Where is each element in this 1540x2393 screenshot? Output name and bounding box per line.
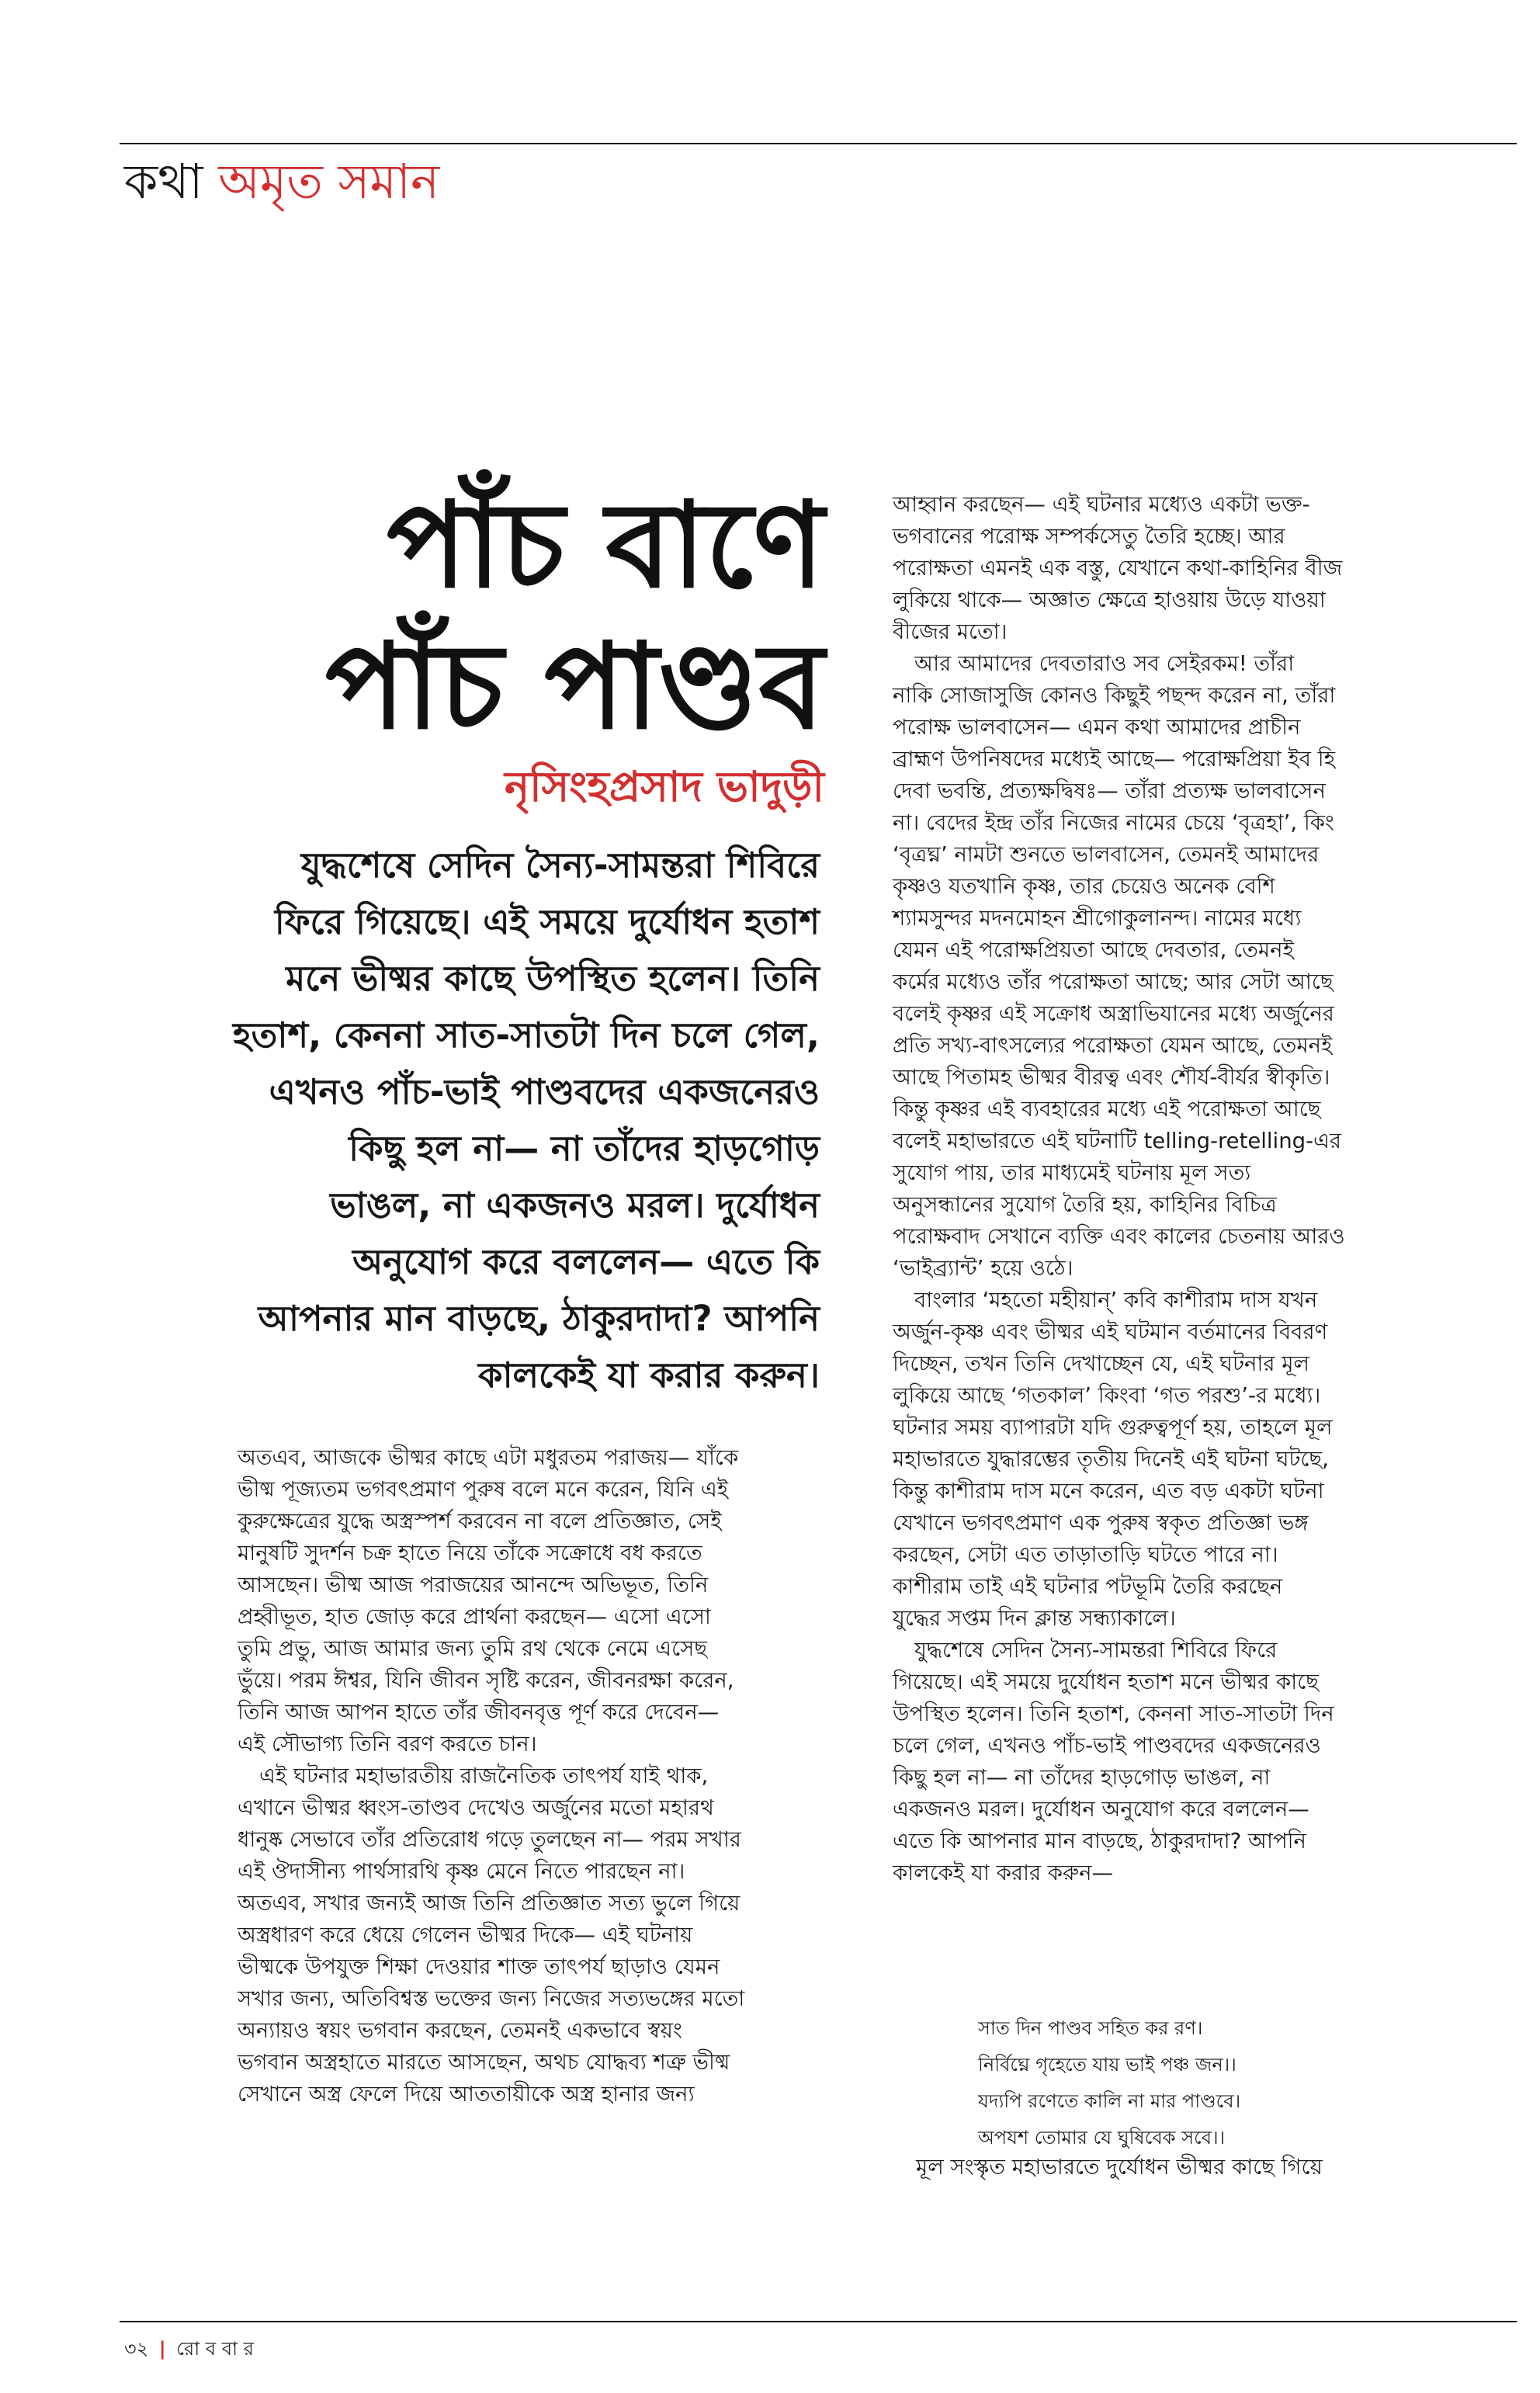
body-line: বলেই কৃষ্ণর এই সক্রোধ অস্ত্রাভিযানের মধ্যে অর্জুনের bbox=[893, 1001, 1334, 1026]
body-line: কুরুক্ষেত্রের যুদ্ধে অস্ত্রস্পর্শ করবেন না বলে প্রতিজ্ঞাত, সেই bbox=[238, 1509, 722, 1534]
page-footer bbox=[124, 2335, 254, 2366]
body-line: অন্যায়ও স্বয়ং ভগবান করছেন, তেমনই একভাবে স্বয়ং bbox=[238, 2018, 682, 2043]
body-line: ভীষ্ম পূজ্যতম ভগবৎপ্রমাণ পুরুষ বলে মনে করেন, যিনি এই bbox=[238, 1477, 729, 1502]
body-line: আসছেন। ভীষ্ম আজ পরাজয়ের আনন্দে অভিভূত, তিনি bbox=[238, 1573, 709, 1597]
body-line: আহ্বান করছেন— এই ঘটনার মধ্যেও একটা ভক্ত- bbox=[893, 492, 1310, 517]
body-line: এতে কি আপনার মান বাড়ছে, ঠাকুরদাদা? আপনি bbox=[893, 1829, 1306, 1854]
closing-line: মূল সংস্কৃত মহাভারতে দুর্যোধন ভীষ্মর কাছে গিয়ে bbox=[916, 2155, 1323, 2180]
body-line: ‘ভাইব্র্যান্ট’ হয়ে ওঠে। bbox=[893, 1256, 1073, 1281]
body-line: ‘বৃত্রঘ্ন’ নামটা শুনতে ভালবাসেন, তেমনই আমাদের bbox=[893, 842, 1320, 867]
verse-line: নির্বিঘ্নে গৃহেতে যায় ভাই পঞ্চ জন।। bbox=[978, 2054, 1237, 2076]
footer-separator: | bbox=[158, 2338, 166, 2360]
lede-line: এখনও পাঁচ-ভাই পাণ্ডবদের একজনেরও bbox=[269, 1071, 820, 1112]
lede-line: কালকেই যা করার করুন। bbox=[477, 1354, 820, 1396]
body-line: পরোক্ষ ভালবাসেন— এমন কথা আমাদের প্রাচীন bbox=[893, 715, 1301, 740]
body-line: যেখানে ভগবৎপ্রমাণ এক পুরুষ স্বকৃত প্রতিজ্ঞা ভঙ্গ bbox=[893, 1510, 1309, 1535]
body-line: প্রতি সখ্য-বাৎসল্যের পরোক্ষতা যেমন আছে, তেমনই bbox=[893, 1033, 1333, 1058]
body-line: এই ঘটনার মহাভারতীয় রাজনৈতিক তাৎপর্য যাই থাক, bbox=[259, 1764, 709, 1788]
lede-line: কিছু হল না— না তাঁদের হাড়গোড় bbox=[349, 1128, 820, 1169]
body-line: এই সৌভাগ্য তিনি বরণ করতে চান। bbox=[238, 1732, 537, 1757]
section-title-part1: কথা bbox=[124, 153, 203, 210]
body-line: সুযোগ পায়, তার মাধ্যমেই ঘটনায় মূল সত্য bbox=[893, 1160, 1251, 1185]
section-title-part2: অমৃত সমান bbox=[218, 153, 439, 210]
body-line: ঘটনার সময় ব্যাপারটা যদি গুরুত্বপূর্ণ হয়, তাহলে মূল bbox=[893, 1415, 1333, 1440]
body-line: ভগবানের পরোক্ষ সম্পর্কসেতু তৈরি হচ্ছে। আর bbox=[893, 524, 1285, 549]
top-rule bbox=[120, 143, 1517, 144]
left-column bbox=[238, 1442, 812, 2110]
body-line: আর আমাদের দেবতারাও সব সেইরকম! তাঁরা bbox=[914, 651, 1295, 676]
article-headline bbox=[325, 475, 824, 758]
body-line: লুকিয়ে থাকে— অজ্ঞাত ক্ষেত্রে হাওয়ায় উড়ে যাওয়া bbox=[893, 588, 1326, 612]
lede-line: ভাঙল, না একজনও মরল। দুর্যোধন bbox=[330, 1184, 820, 1226]
body-line: তিনি আজ আপন হাতে তাঁর জীবনবৃত্ত পূর্ণ করে দেবেন— bbox=[238, 1700, 720, 1725]
body-line: অনুসন্ধানের সুযোগ তৈরি হয়, কাহিনির বিচিত্র bbox=[893, 1192, 1277, 1217]
verse-line: যদ্যপি রণেতে কালি না মার পাণ্ডবে। bbox=[978, 2090, 1241, 2112]
lede-line: যুদ্ধশেষে সেদিন সৈন্য-সামন্তরা শিবিরে bbox=[300, 844, 820, 886]
lede-line: আপনার মান বাড়ছে, ঠাকুরদাদা? আপনি bbox=[258, 1298, 820, 1339]
body-line: চলে গেল, এখনও পাঁচ-ভাই পাণ্ডবদের একজনেরও bbox=[893, 1733, 1321, 1758]
body-line: কাশীরাম তাই এই ঘটনার পটভূমি তৈরি করছেন bbox=[893, 1574, 1283, 1599]
body-line: পরোক্ষতা এমনই এক বস্তু, যেখানে কথা-কাহিনির বীজ bbox=[893, 556, 1343, 581]
body-line: প্রহ্বীভূত, হাত জোড় করে প্রার্থনা করছেন— এসো এসো bbox=[238, 1604, 711, 1629]
section-title bbox=[124, 155, 439, 208]
body-line: ব্রাহ্মণ উপনিষদের মধ্যেই আছে— পরোক্ষপ্রিয়া ইব হি bbox=[893, 747, 1336, 772]
body-line: একজনও মরল। দুর্যোধন অনুযোগ করে বললেন— bbox=[893, 1797, 1309, 1822]
lede-line: ফিরে গিয়েছে। এই সময়ে দুর্যোধন হতাশ bbox=[274, 901, 820, 942]
body-line: অতএব, আজকে ভীষ্মর কাছে এটা মধুরতম পরাজয়— যাঁকে bbox=[238, 1445, 739, 1470]
right-column bbox=[893, 489, 1490, 1889]
body-line: সখার জন্য, অতিবিশ্বস্ত ভক্তের জন্য নিজের সত্যভঙ্গের মতো bbox=[238, 1986, 745, 2011]
bottom-rule bbox=[120, 2321, 1517, 2322]
body-line: দিচ্ছেন, তখন তিনি দেখাচ্ছেন যে, এই ঘটনার মূল bbox=[893, 1351, 1309, 1376]
body-line: অর্জুন-কৃষ্ণ এবং ভীষ্মর এই ঘটমান বর্তমানের বিবরণ bbox=[893, 1320, 1328, 1344]
body-line: এই ঔদাসীন্য পার্থসারথি কৃষ্ণ মেনে নিতে পারছেন না। bbox=[238, 1859, 685, 1884]
body-line: সেখানে অস্ত্র ফেলে দিয়ে আততায়ীকে অস্ত্র হানার জন্য bbox=[238, 2082, 695, 2107]
body-line: কর্মের মধ্যেও তাঁর পরোক্ষতা আছে; আর সেটা আছে bbox=[893, 969, 1334, 994]
lede-paragraph bbox=[199, 837, 820, 1403]
body-line: বলেই মহাভারতে এই ঘটনাটি telling-retelling-এর bbox=[893, 1129, 1342, 1153]
body-line: গিয়েছে। এই সময়ে দুর্যোধন হতাশ মনে ভীষ্মর কাছে bbox=[893, 1670, 1319, 1694]
body-line: ভুঁয়ে। পরম ঈশ্বর, যিনি জীবন সৃষ্টি করেন, জীবনরক্ষা করেন, bbox=[238, 1668, 734, 1693]
body-line: যুদ্ধশেষে সেদিন সৈন্য-সামন্তরা শিবিরে ফিরে bbox=[914, 1638, 1278, 1663]
body-line: দেবা ভবন্তি, প্রত্যক্ষদ্বিষঃ— তাঁরা প্রত্যক্ষ ভালবাসেন bbox=[893, 779, 1326, 803]
body-line: নাকি সোজাসুজি কোনও কিছুই পছন্দ করেন না, তাঁরা bbox=[893, 683, 1336, 708]
body-line: লুকিয়ে আছে ‘গতকাল’ কিংবা ‘গত পরশু’-র মধ্যে। bbox=[893, 1383, 1321, 1408]
body-line: আছে পিতামহ ভীষ্মর বীরত্ব এবং শৌর্য-বীর্যর স্বীকৃতি। bbox=[893, 1065, 1330, 1090]
headline-line: পাঁচ পাণ্ডব bbox=[325, 618, 824, 755]
body-line: কিছু হল না— না তাঁদের হাড়গোড় ভাঙল, না bbox=[893, 1765, 1271, 1790]
verse-line: সাত দিন পাণ্ডব সহিত কর রণ। bbox=[978, 2017, 1203, 2039]
body-line: এখানে ভীষ্মর ধ্বংস-তাণ্ডব দেখেও অর্জুনের মতো মহারথ bbox=[238, 1795, 714, 1820]
body-line: যেমন এই পরোক্ষপ্রিয়তা আছে দেবতার, তেমনই bbox=[893, 938, 1294, 962]
body-line: অতএব, সখার জন্যই আজ তিনি প্রতিজ্ঞাত সত্য ভুলে গিয়ে bbox=[238, 1891, 741, 1916]
body-line: যুদ্ধের সপ্তম দিন ক্লান্ত সন্ধ্যাকালে। bbox=[893, 1606, 1176, 1631]
verse-line: অপযশ তোমার যে ঘুষিবেক সবে।। bbox=[978, 2127, 1226, 2148]
body-line: কিন্তু কৃষ্ণর এই ব্যবহারের মধ্যে এই পরোক্ষতা আছে bbox=[893, 1097, 1321, 1122]
body-line: উপস্থিত হলেন। তিনি হতাশ, কেননা সাত-সাতটা দিন bbox=[893, 1701, 1334, 1726]
body-line: না। বেদের ইন্দ্র তাঁর নিজের নামের চেয়ে ‘বৃত্রহা’, কিং bbox=[893, 810, 1334, 835]
lede-line: মনে ভীষ্মর কাছে উপস্থিত হলেন। তিনি bbox=[286, 958, 820, 999]
body-line: মানুষটি সুদর্শন চক্র হাতে নিয়ে তাঁকে সক্রোধে বধ করতে bbox=[238, 1541, 702, 1566]
page-number: ৩২ bbox=[124, 2338, 149, 2360]
body-line: করছেন, সেটা এত তাড়াতাড়ি ঘটতে পারে না। bbox=[893, 1542, 1278, 1567]
headline-line: পাঁচ বাণে bbox=[387, 477, 824, 614]
verse-quote bbox=[978, 2010, 1240, 2156]
body-line: তুমি প্রভু, আজ আমার জন্য তুমি রথ থেকে নেমে এসেছ bbox=[238, 1636, 707, 1661]
body-line: পরোক্ষবাদ সেখানে ব্যক্তি এবং কালের চেতনায় আরও bbox=[893, 1224, 1345, 1249]
body-line: কৃষ্ণও যতখানি কৃষ্ণ, তার চেয়েও অনেক বেশি bbox=[893, 874, 1275, 899]
author-byline: নৃসিংহপ্রসাদ ভাদুড়ী bbox=[504, 762, 824, 811]
body-line: অস্ত্রধারণ করে ধেয়ে গেলেন ভীষ্মর দিকে— এই ঘটনায় bbox=[238, 1923, 693, 1947]
body-line: কিন্তু কাশীরাম দাস মনে করেন, এত বড় একটা ঘটনা bbox=[893, 1479, 1324, 1503]
body-line: বীজের মতো। bbox=[893, 619, 1008, 644]
body-line: বাংলার ‘মহতো মহীয়ান্’ কবি কাশীরাম দাস যখন bbox=[914, 1288, 1318, 1313]
body-line: শ্যামসুন্দর মদনমোহন শ্রীগোকুলানন্দ। নামের মধ্যে bbox=[893, 906, 1302, 931]
body-line: মহাভারতে যুদ্ধারম্ভের তৃতীয় দিনেই এই ঘটনা ঘটছে, bbox=[893, 1447, 1329, 1472]
body-line: ধানুষ্ক সেভাবে তাঁর প্রতিরোধ গড়ে তুলছেন না— পরম সখার bbox=[238, 1827, 741, 1852]
magazine-name: রো ব বা র bbox=[176, 2338, 254, 2360]
lede-line: অনুযোগ করে বললেন— এতে কি bbox=[352, 1241, 820, 1282]
body-line: ভীষ্মকে উপযুক্ত শিক্ষা দেওয়ার শাক্ত তাৎপর্য ছাড়াও যেমন bbox=[238, 1954, 720, 1979]
body-line: ভগবান অস্ত্রহাতে মারতে আসছেন, অথচ যোদ্ধব্য শত্রু ভীষ্ম bbox=[238, 2050, 730, 2075]
lede-line: হতাশ, কেননা সাত-সাতটা দিন চলে গেল, bbox=[233, 1014, 820, 1056]
body-line: কালকেই যা করার করুন— bbox=[893, 1861, 1114, 1885]
